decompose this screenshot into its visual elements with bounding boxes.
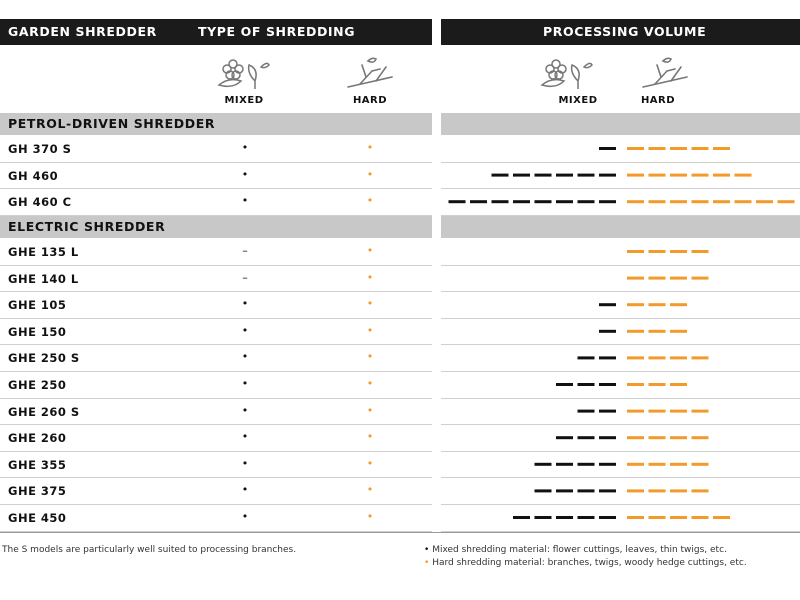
hard-mark: • [366,270,374,284]
volume-hard-segment [649,356,666,359]
hard-label-right: HARD [640,95,676,106]
model-name: GH 460 [8,168,59,183]
volume-mixed-segment [556,200,573,203]
header-processing-volume: PROCESSING VOLUME [543,24,707,39]
volume-hard-segment [692,250,709,253]
volume-mixed-segment [599,383,616,386]
volume-hard-segment [692,410,709,413]
mixed-mark: • [241,141,249,154]
volume-mixed-segment [578,489,595,492]
hard-mark: • [366,510,374,523]
row-divider [0,477,432,478]
legend-hard-text: Hard shredding material: branches, twigs, woody hedge cuttings, etc. [432,558,747,568]
hard-mark: • [366,323,374,337]
volume-hard-segment [670,330,687,333]
volume-mixed-segment [599,436,616,439]
row-divider [0,424,432,425]
hard-mark: • [366,483,374,497]
hard-mark: • [366,430,374,444]
volume-hard-segment [649,383,666,386]
volume-hard-segment [692,436,709,439]
row-divider [0,344,432,345]
volume-hard-segment [692,516,709,519]
volume-mixed-segment [513,174,530,177]
mixed-mark: • [241,377,249,390]
volume-mixed-segment [513,200,530,203]
volume-mixed-segment [449,200,466,203]
volume-mixed-segment [599,516,616,519]
volume-hard-segment [692,277,709,280]
row-divider [0,265,432,266]
volume-mixed-segment [513,516,530,519]
model-name: GHE 450 [8,511,67,525]
header-material-type: TYPE OF SHREDDING MATERIAL [198,24,356,65]
volume-hard-segment [756,200,773,203]
volume-hard-segment [627,516,644,519]
volume-hard-segment [670,174,687,177]
mixed-mark: • [241,403,249,417]
volume-mixed-segment [578,383,595,386]
volume-hard-segment [649,147,666,150]
volume-mixed-segment [599,463,616,466]
volume-mixed-segment [599,330,616,333]
volume-hard-segment [778,200,795,203]
mixed-mark: • [241,483,249,497]
volume-hard-segment [713,174,730,177]
mixed-mark: • [241,167,249,181]
model-name: GHE 355 [8,457,67,472]
volume-mixed-segment [599,303,616,306]
volume-mixed-segment [535,174,552,177]
mixed-mark: • [241,350,249,364]
model-name: GHE 260 [8,431,67,446]
volume-mixed-segment [556,516,573,519]
hard-mark: • [366,194,374,208]
hard-label-left: HARD [352,95,388,106]
section-petrol-label: PETROL-DRIVEN SHREDDER [8,116,216,131]
row-divider [0,215,432,216]
volume-mixed-segment [556,436,573,439]
volume-hard-segment [627,250,644,253]
volume-hard-segment [649,174,666,177]
hard-mark: • [366,141,374,154]
model-name: GHE 375 [8,484,67,499]
volume-mixed-segment [578,410,595,413]
volume-hard-segment [627,330,644,333]
volume-hard-segment [670,277,687,280]
volume-hard-segment [692,147,709,150]
hard-mark: • [366,377,374,390]
hard-mark: • [366,167,374,181]
volume-mixed-segment [578,436,595,439]
header-garden-shredder: GARDEN SHREDDER [8,24,157,39]
volume-hard-segment [692,356,709,359]
volume-hard-segment [670,356,687,359]
volume-mixed-segment [599,410,616,413]
volume-hard-segment [692,463,709,466]
volume-hard-segment [649,516,666,519]
hard-mark: • [366,297,374,311]
mixed-mark: • [241,297,249,311]
volume-mixed-segment [556,489,573,492]
footnote-s-models: The S models are particularly well suited to processing branches. [2,545,297,555]
volume-hard-segment [713,516,730,519]
volume-hard-segment [670,463,687,466]
volume-hard-segment [649,330,666,333]
volume-mixed-segment [578,516,595,519]
volume-hard-segment [649,436,666,439]
volume-hard-segment [649,200,666,203]
volume-hard-segment [627,303,644,306]
mixed-mark: • [241,430,249,444]
processing-volume-chart [441,0,800,600]
row-divider [0,398,432,399]
volume-hard-segment [627,463,644,466]
row-divider [0,451,432,452]
mixed-mark: • [241,510,249,523]
row-divider [0,291,432,292]
volume-hard-segment [670,250,687,253]
flower-leaf-icon [215,55,275,91]
volume-hard-segment [627,489,644,492]
section-electric-label: ELECTRIC SHREDDER [8,219,166,234]
volume-mixed-segment [556,463,573,466]
volume-hard-segment [692,200,709,203]
legend-hard: • Hard shredding material: branches, twigs, woody hedge cuttings, etc. [424,558,747,568]
volume-hard-segment [692,174,709,177]
volume-hard-segment [627,436,644,439]
volume-hard-segment [649,489,666,492]
legend-mixed: • Mixed shredding material: flower cuttings, leaves, thin twigs, etc. [424,545,727,555]
model-name: GHE 140 L [8,271,79,286]
model-name: GHE 260 S [8,404,80,419]
mixed-mark: • [241,323,249,337]
model-name: GHE 105 [8,298,67,313]
volume-mixed-segment [556,174,573,177]
volume-hard-segment [627,147,644,150]
volume-hard-segment [649,277,666,280]
model-name: GHE 135 L [8,245,79,259]
volume-mixed-segment [578,356,595,359]
mixed-mark: • [241,456,249,470]
mixed-mark: • [241,194,249,208]
volume-hard-segment [670,147,687,150]
volume-mixed-segment [599,174,616,177]
hard-mark: • [366,350,374,364]
volume-mixed-segment [578,174,595,177]
volume-hard-segment [670,516,687,519]
volume-hard-segment [670,383,687,386]
volume-mixed-segment [599,489,616,492]
row-divider [0,371,432,372]
row-divider [0,162,432,163]
volume-hard-segment [627,277,644,280]
volume-mixed-segment [492,174,509,177]
volume-hard-segment [649,410,666,413]
volume-hard-segment [692,489,709,492]
volume-mixed-segment [535,489,552,492]
volume-mixed-segment [535,200,552,203]
volume-hard-segment [670,200,687,203]
model-name: GHE 150 [8,324,67,339]
volume-hard-segment [713,147,730,150]
volume-mixed-segment [578,200,595,203]
volume-hard-segment [735,200,752,203]
legend-mixed-text: Mixed shredding material: flower cuttings, leaves, thin twigs, etc. [432,545,727,555]
section-electric [0,216,432,238]
volume-mixed-segment [470,200,487,203]
volume-mixed-segment [535,463,552,466]
volume-hard-segment [649,303,666,306]
volume-hard-segment [627,200,644,203]
volume-hard-segment [713,200,730,203]
mixed-mark: – [242,244,248,257]
mixed-label-left: MIXED [224,95,264,106]
volume-mixed-segment [556,383,573,386]
volume-hard-segment [670,303,687,306]
mixed-mark: – [242,270,248,284]
model-name: GHE 250 S [8,351,80,366]
volume-mixed-segment [578,463,595,466]
volume-hard-segment [670,410,687,413]
branch-icon [346,55,394,91]
row-divider [0,504,432,505]
volume-hard-segment [670,436,687,439]
volume-mixed-segment [599,356,616,359]
section-petrol [0,113,432,135]
mixed-label-right: MIXED [558,95,598,106]
volume-mixed-segment [599,200,616,203]
model-name: GH 370 S [8,142,72,156]
volume-mixed-segment [599,147,616,150]
volume-mixed-segment [535,516,552,519]
hard-mark: • [366,456,374,470]
model-name: GHE 250 [8,378,67,392]
volume-hard-segment [670,489,687,492]
volume-hard-segment [649,250,666,253]
volume-hard-segment [627,356,644,359]
volume-hard-segment [627,174,644,177]
hard-mark: • [366,244,374,257]
volume-hard-segment [627,383,644,386]
volume-mixed-segment [492,200,509,203]
volume-hard-segment [735,174,752,177]
row-divider [0,318,432,319]
header-left [0,19,432,65]
row-divider [0,188,432,189]
volume-hard-segment [627,410,644,413]
model-name: GH 460 C [8,195,72,210]
volume-hard-segment [649,463,666,466]
hard-mark: • [366,403,374,417]
